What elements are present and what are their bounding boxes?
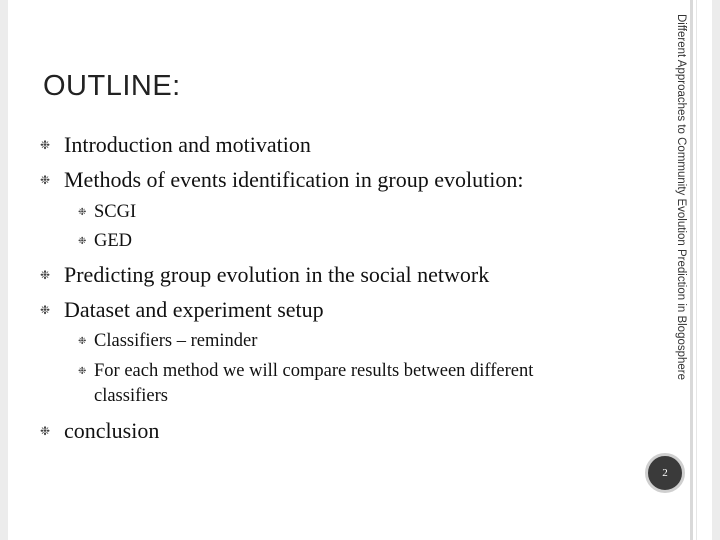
sub-bullet-icon: ❉ xyxy=(78,336,87,347)
sub-bullet-text: For each method we will compare results between different xyxy=(94,361,534,381)
sub-bullet-item xyxy=(78,331,257,352)
bullet-text: Predicting group evolution in the social network xyxy=(64,262,490,287)
slide-title: OUTLINE: xyxy=(43,70,181,102)
bullet-text: Methods of events identification in group evolution: xyxy=(64,167,524,192)
bullet-item xyxy=(40,167,523,193)
page-number: 2 xyxy=(662,467,668,479)
sub-bullet-item xyxy=(78,231,132,252)
sub-bullet-icon: ❉ xyxy=(78,366,87,377)
vertical-divider xyxy=(690,0,693,540)
sub-bullet-item xyxy=(78,361,533,382)
bullet-item xyxy=(40,132,311,158)
bullet-text: Introduction and motivation xyxy=(64,132,311,157)
side-caption xyxy=(673,5,689,389)
bullet-icon: ❉ xyxy=(40,173,51,187)
sub-bullet-text: GED xyxy=(94,231,133,251)
right-edge-band xyxy=(712,0,720,540)
bullet-text: conclusion xyxy=(64,418,160,443)
bullet-icon: ❉ xyxy=(40,268,51,282)
bullet-icon: ❉ xyxy=(40,303,51,317)
bullet-item xyxy=(40,262,489,288)
bullet-item xyxy=(40,418,159,444)
side-caption-text: Different Approaches to Community Evolution Prediction in Blogosphere xyxy=(675,13,688,381)
page-number-badge xyxy=(645,453,685,493)
sub-bullet-text: Classifiers – reminder xyxy=(94,331,258,351)
bullet-icon: ❉ xyxy=(40,424,51,438)
bullet-text: Dataset and experiment setup xyxy=(64,297,324,322)
sub-bullet-item xyxy=(78,202,136,223)
bullet-icon: ❉ xyxy=(40,138,51,152)
sub-bullet-continuation: classifiers xyxy=(94,386,168,406)
left-edge-band xyxy=(0,0,8,540)
bullet-item xyxy=(40,297,324,323)
sub-bullet-icon: ❉ xyxy=(78,236,87,247)
sub-bullet-icon: ❉ xyxy=(78,207,87,218)
vertical-divider-thin xyxy=(696,0,697,540)
sub-bullet-text: SCGI xyxy=(94,202,137,222)
